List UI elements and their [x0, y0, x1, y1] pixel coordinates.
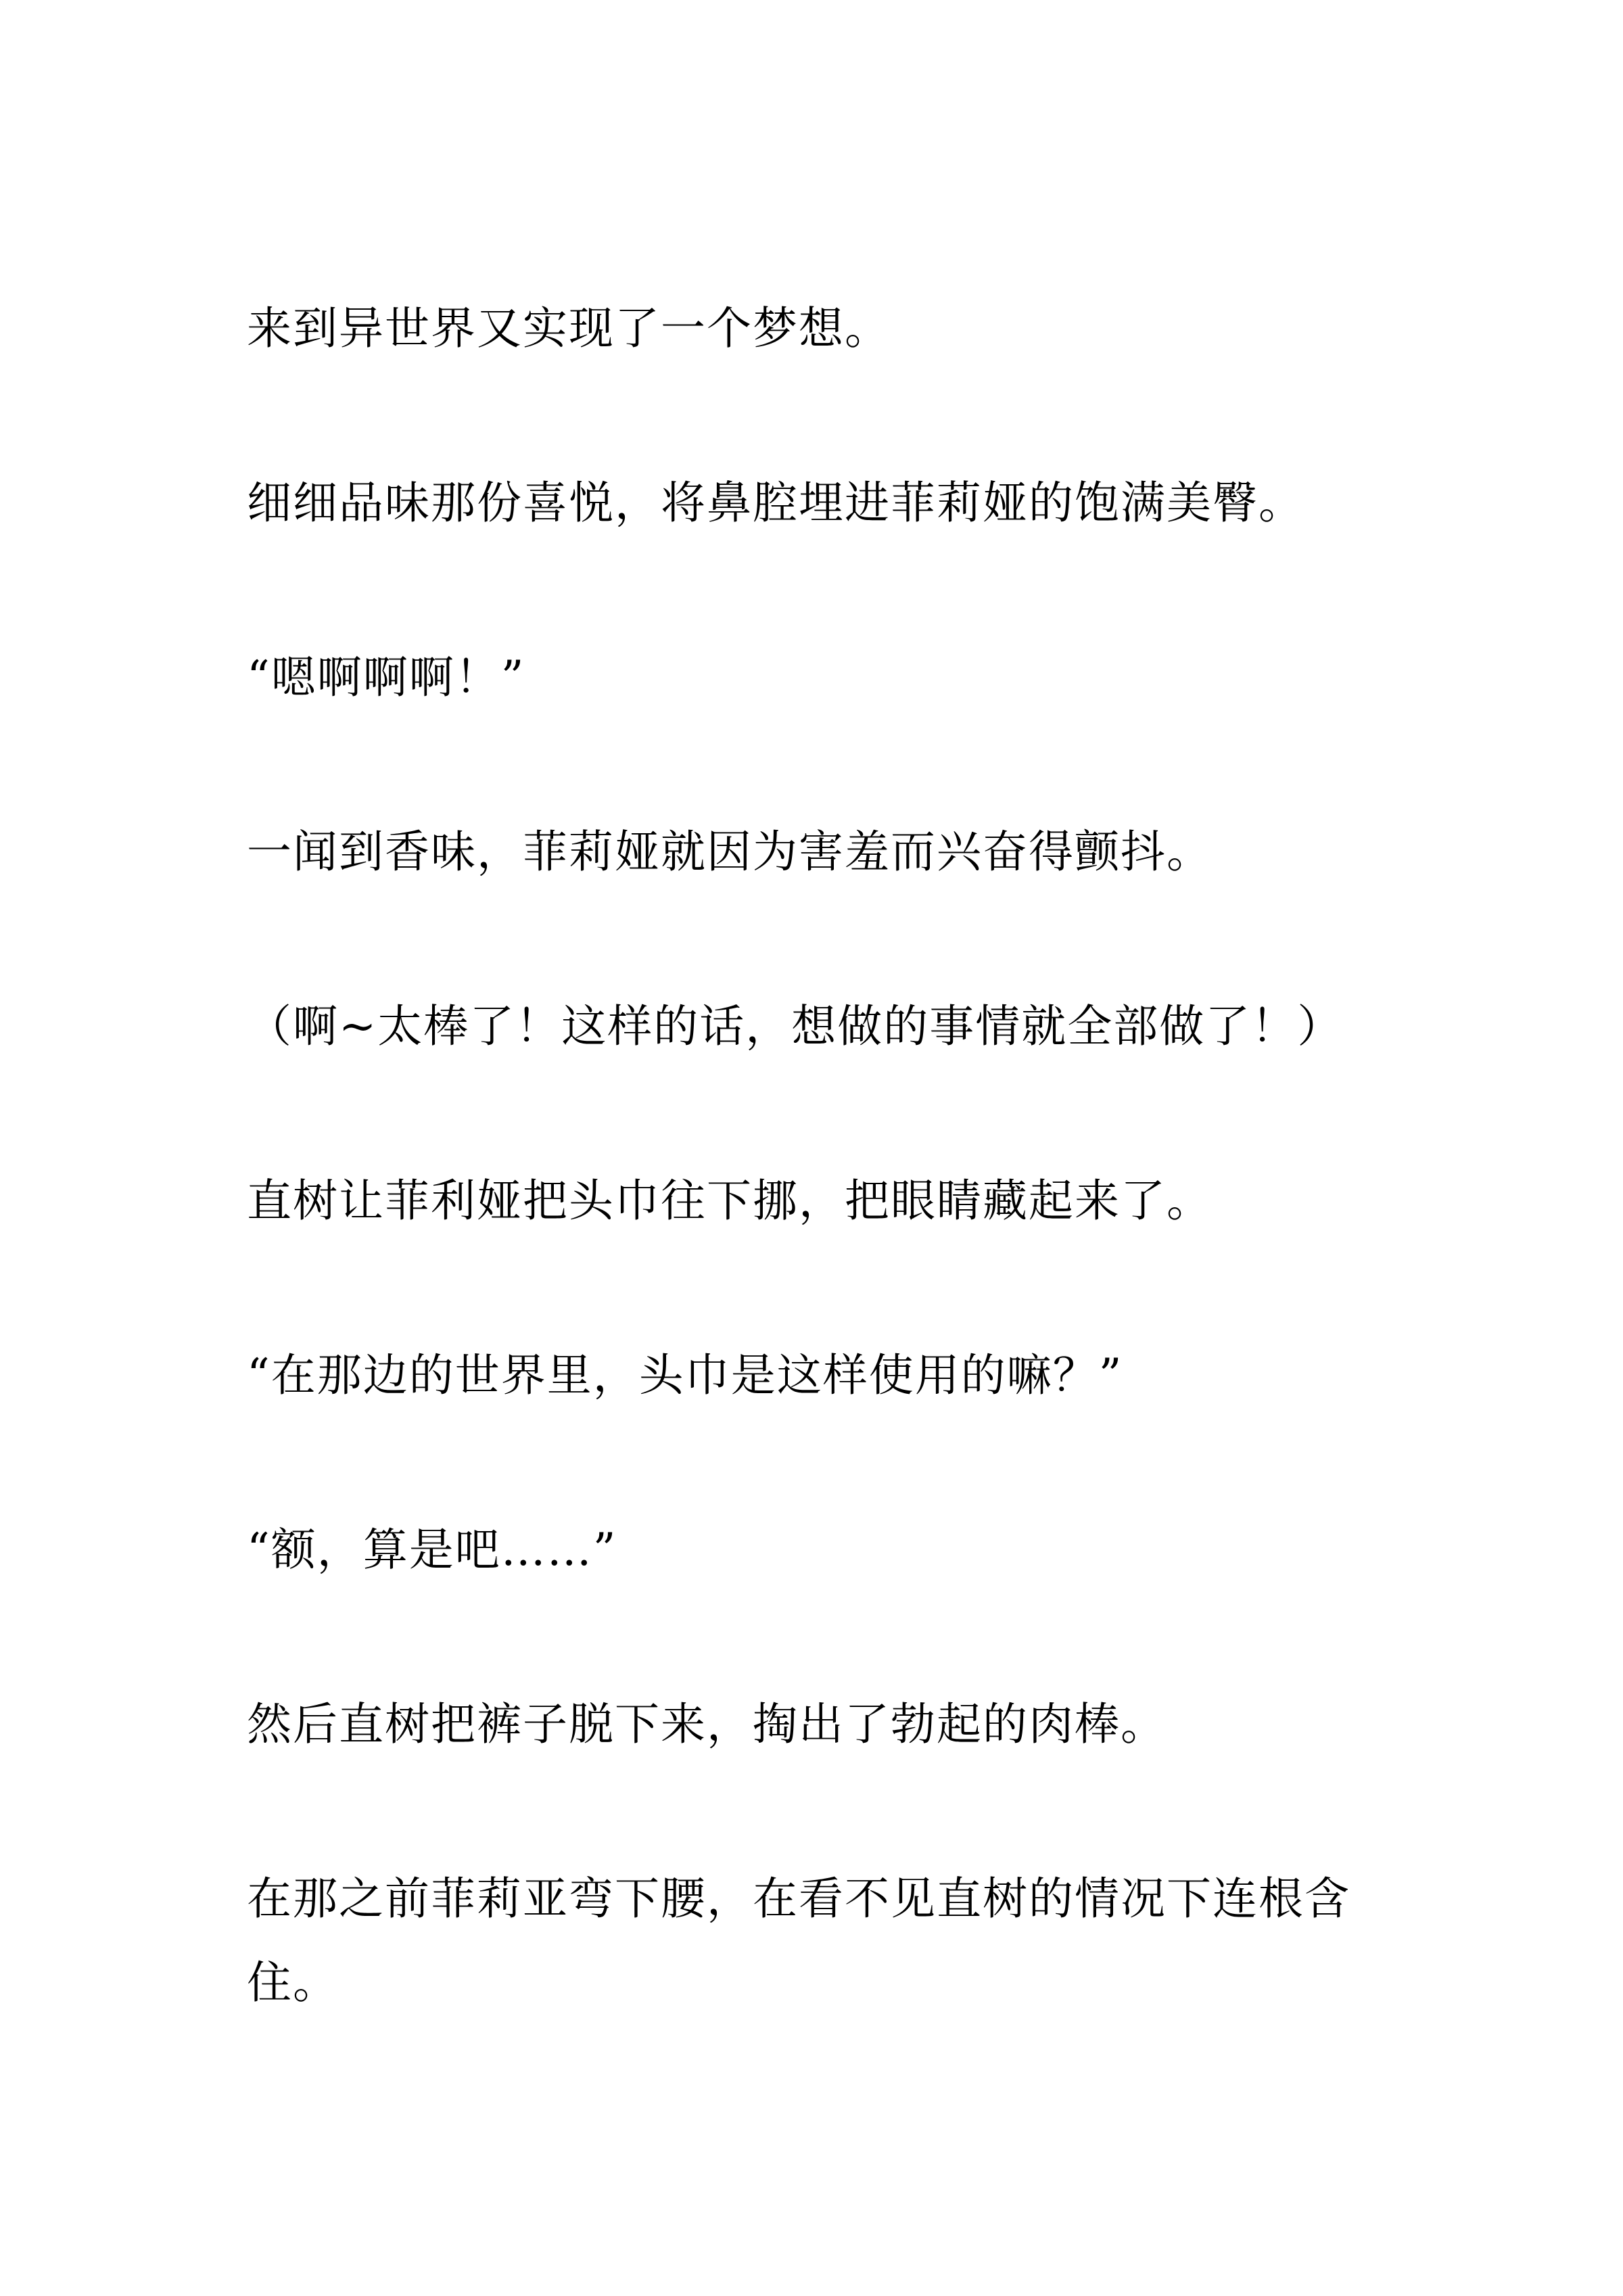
paragraph: 直树让菲利娅把头巾往下挪，把眼睛藏起来了。 — [247, 1175, 1213, 1227]
paragraph: 在那之前菲莉亚弯下腰，在看不见直树的情况下连根含住。 — [247, 1873, 1350, 2009]
paragraph: “在那边的世界里，头巾是这样使用的嘛？” — [247, 1349, 1123, 1401]
paragraph: 一闻到香味，菲莉娅就因为害羞而兴奋得颤抖。 — [247, 826, 1213, 878]
paragraph: 来到异世界又实现了一个梦想。 — [247, 302, 891, 354]
paragraph: （啊~太棒了！这样的话，想做的事情就全部做了！） — [247, 1000, 1344, 1052]
paragraph: 细细品味那份喜悦，将鼻腔埋进菲莉娅的饱满美臀。 — [247, 477, 1304, 529]
paragraph: “嗯啊啊啊！” — [247, 651, 525, 703]
paragraph: 然后直树把裤子脱下来，掏出了勃起的肉棒。 — [247, 1698, 1167, 1750]
paragraph: “额，算是吧……” — [247, 1524, 617, 1576]
